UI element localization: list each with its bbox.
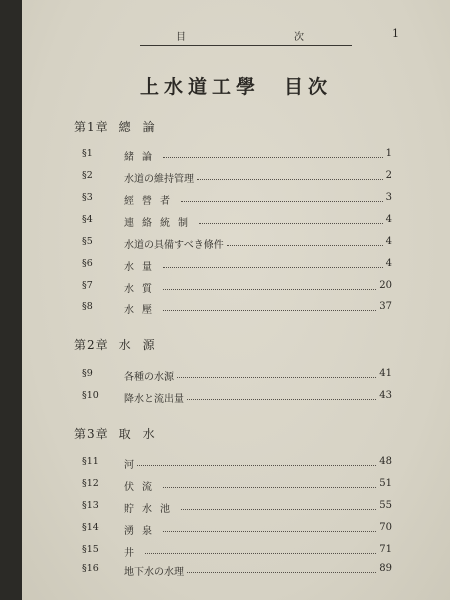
chapter-heading — [74, 425, 167, 442]
chapter-title: 總論 — [118, 120, 167, 134]
toc-entry[interactable] — [82, 192, 392, 208]
dot-leader — [181, 201, 383, 202]
chapter-heading — [74, 336, 167, 353]
dot-leader — [163, 487, 376, 488]
section-title: 水壓 — [124, 305, 160, 316]
toc-entry[interactable] — [82, 368, 392, 384]
section-title: 各種の水源 — [124, 372, 174, 383]
page-ref: 4 — [385, 258, 392, 269]
section-number: §9 — [82, 368, 93, 379]
dot-leader — [187, 572, 376, 573]
section-title: 伏流 — [124, 482, 160, 493]
dot-leader — [145, 553, 376, 554]
section-number: §13 — [82, 500, 99, 511]
dot-leader — [177, 377, 376, 378]
section-title: 水道の維持管理 — [124, 174, 194, 185]
section-title: 水量 — [124, 262, 160, 273]
dot-leader — [227, 245, 383, 246]
page-ref: 43 — [379, 390, 392, 401]
section-title: 連絡統制 — [124, 218, 196, 229]
dot-leader — [137, 465, 376, 466]
section-title: 水質 — [124, 284, 160, 295]
toc-entry[interactable] — [82, 258, 392, 274]
dot-leader — [163, 267, 383, 268]
toc-entry[interactable] — [82, 456, 392, 472]
section-number: §2 — [82, 170, 93, 181]
dot-leader — [163, 289, 376, 290]
toc-entry[interactable] — [82, 280, 392, 296]
page-ref: 71 — [379, 544, 392, 555]
toc-entry[interactable] — [82, 563, 392, 579]
chapter-number: 第1章 — [74, 120, 109, 134]
dot-leader — [163, 310, 376, 311]
section-number: §15 — [82, 544, 99, 555]
section-title: 緒論 — [124, 152, 160, 163]
section-number: §7 — [82, 280, 93, 291]
section-number: §12 — [82, 478, 99, 489]
page-ref: 4 — [385, 236, 392, 247]
page-number: 1 — [392, 27, 399, 40]
section-title: 地下水の水理 — [124, 567, 184, 578]
toc-entry[interactable] — [82, 390, 392, 406]
toc-entry[interactable] — [82, 500, 392, 516]
page-ref: 37 — [379, 301, 392, 312]
dot-leader — [187, 399, 376, 400]
toc-entry[interactable] — [82, 522, 392, 538]
header-rule — [140, 45, 352, 46]
toc-entry[interactable] — [82, 148, 392, 164]
dot-leader — [181, 509, 376, 510]
running-head-right: 次 — [294, 32, 304, 43]
section-number: §4 — [82, 214, 93, 225]
page-ref: 41 — [379, 368, 392, 379]
running-head-left: 目 — [176, 32, 186, 43]
chapter-title: 取水 — [118, 427, 167, 441]
section-title: 貯水池 — [124, 504, 178, 515]
page-ref: 20 — [379, 280, 392, 291]
section-title: 湧泉 — [124, 526, 160, 537]
toc-entry[interactable] — [82, 478, 392, 494]
page-ref: 1 — [385, 148, 392, 159]
running-head — [22, 28, 450, 42]
section-number: §3 — [82, 192, 93, 203]
dot-leader — [199, 223, 383, 224]
section-title: 水道の具備すべき條件 — [124, 240, 224, 251]
section-title: 井 — [124, 548, 142, 559]
page-ref: 3 — [385, 192, 392, 203]
section-title: 河 — [124, 460, 134, 471]
chapter-number: 第2章 — [74, 338, 109, 352]
page-ref: 55 — [379, 500, 392, 511]
page-ref: 48 — [379, 456, 392, 467]
dot-leader — [163, 157, 383, 158]
chapter-number: 第3章 — [74, 427, 109, 441]
page-ref: 2 — [385, 170, 392, 181]
page-ref: 4 — [385, 214, 392, 225]
section-number: §6 — [82, 258, 93, 269]
dot-leader — [197, 179, 383, 180]
section-number: §10 — [82, 390, 99, 401]
section-title: 降水と流出量 — [124, 394, 184, 405]
chapter-heading — [74, 118, 167, 135]
toc-entry[interactable] — [82, 544, 392, 560]
chapter-title: 水源 — [118, 338, 167, 352]
page-ref: 51 — [379, 478, 392, 489]
page-title: 上水道工學 目次 — [139, 76, 332, 98]
toc-entry[interactable] — [82, 170, 392, 186]
section-number: §1 — [82, 148, 93, 159]
toc-entry[interactable] — [82, 214, 392, 230]
section-number: §14 — [82, 522, 99, 533]
toc-entry[interactable] — [82, 301, 392, 317]
section-number: §16 — [82, 563, 99, 574]
section-title: 經營者 — [124, 196, 178, 207]
section-number: §8 — [82, 301, 93, 312]
section-number: §5 — [82, 236, 93, 247]
dot-leader — [163, 531, 376, 532]
page-ref: 70 — [379, 522, 392, 533]
document-page — [22, 0, 450, 600]
page-ref: 89 — [379, 563, 392, 574]
section-number: §11 — [82, 456, 99, 467]
toc-entry[interactable] — [82, 236, 392, 252]
